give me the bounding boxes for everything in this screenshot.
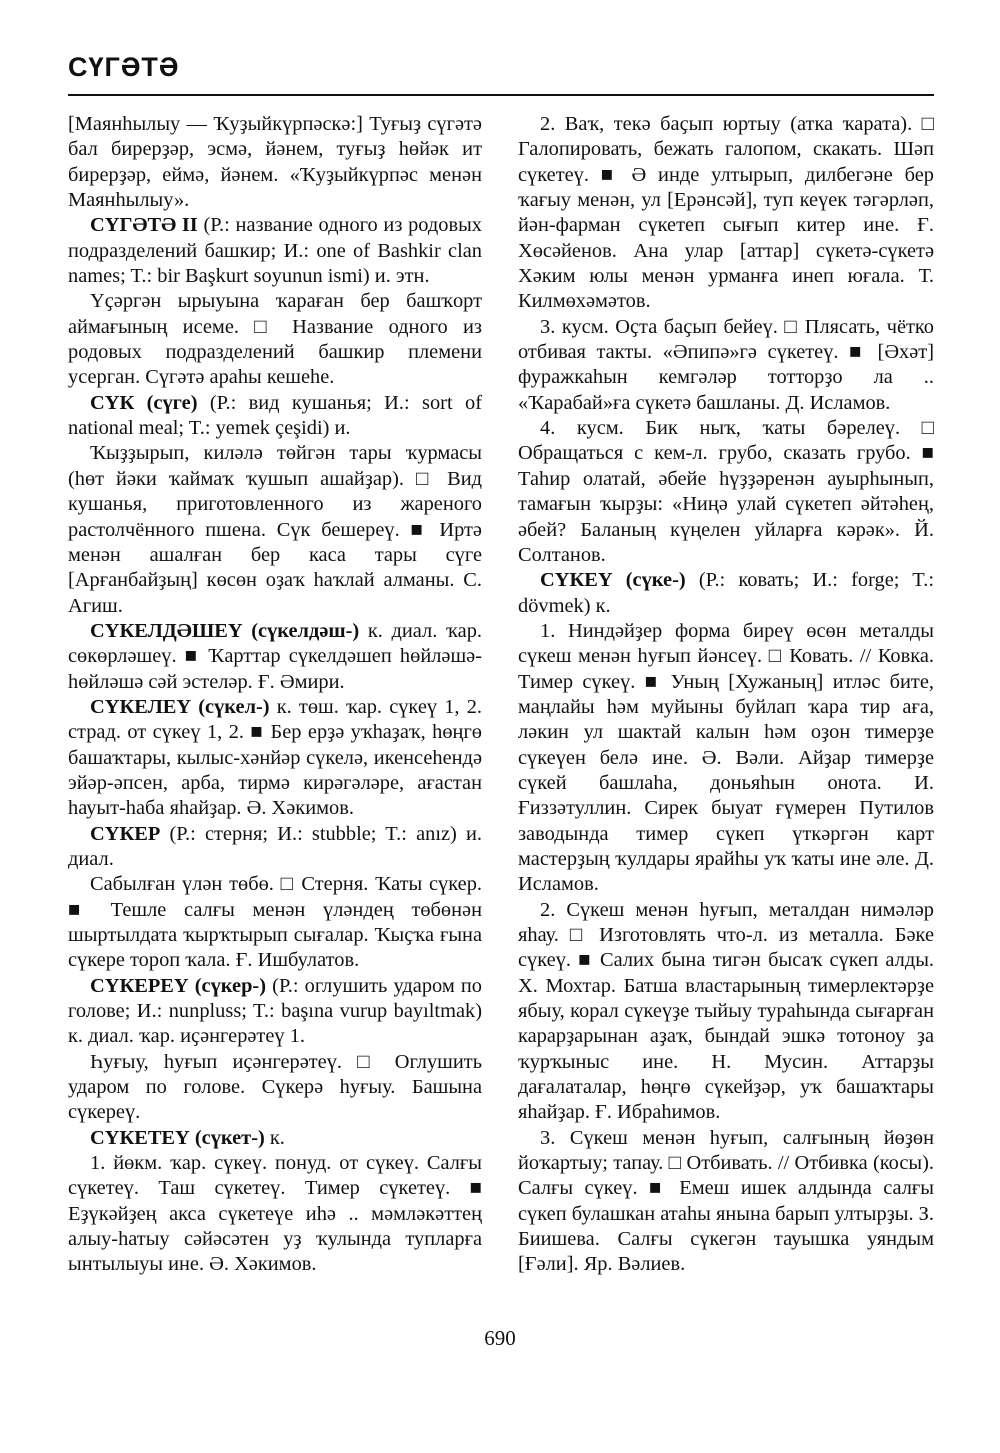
entry-paragraph xyxy=(68,1050,482,1126)
entry-paragraph xyxy=(68,1151,482,1278)
entry-paragraph xyxy=(68,213,482,289)
entry-text: Үҫәргән ырыуына ҡараған бер башҡорт аймағының исеме. □ Название одного из родовых подразделений башкир племени усерган. Сүгәтә араһы кешеһе. xyxy=(68,290,482,389)
entry-paragraph xyxy=(68,619,482,695)
entry-paragraph xyxy=(68,872,482,973)
entry-paragraph xyxy=(518,568,934,619)
entry-text: к. xyxy=(264,1126,285,1149)
entry-paragraph xyxy=(68,441,482,618)
entry-text: Һуғыу, һуғып иҫәнгерәтеү. □ Оглушить ударом по голове. Сүкерә һуғыу. Башына сүкереү. xyxy=(68,1050,482,1124)
entry-text: [Маянһылыу — Ҡуҙыйкүрпәскә:] Туғыҙ сүгәтә бал бирерҙәр, эсмә, йәнем, туғыҙ һөйәк ит бирерҙәр, еймә, йәнем. «Ҡуҙыйкүрпәс менән Маянһылыу». xyxy=(68,113,482,212)
headword: СҮК (сүге) xyxy=(90,391,198,414)
entry-text: 1. йөкм. ҡар. сүкеү. понуд. от сүкеү. Салғы сүкетеү. Таш сүкетеү. Тимер сүкетеү. ■ Еҙүкәйҙең акса сүкетеүе иһә .. мәмләкәттең алыу-һатыу сәйәсәтен уҙ ҡулында тупларға ынтылыуы ине. Ә. Хәкимов. xyxy=(68,1152,482,1276)
headword: СҮКЕҮ (сүке-) xyxy=(540,569,686,592)
header-rule xyxy=(68,94,934,96)
entry-paragraph xyxy=(68,112,482,213)
entry-paragraph xyxy=(68,1126,482,1151)
entry-paragraph xyxy=(518,619,934,898)
entry-text: 3. Сүкеш менән һуғып, салғының йөҙөн йоҡартыу; тапау. □ Отбивать. // Отбивка (косы). Салғы сүкеү. ■ Емеш ишек алдында салғы сүкеп булашкан атаһы янына барып ултырҙы. З. Биишева. Салғы сүкегән тауышка уяндым [Ғәли]. Яр. Вәлиев. xyxy=(518,1126,934,1276)
entry-paragraph xyxy=(68,289,482,390)
entry-paragraph xyxy=(518,315,934,416)
entry-text: 2. Сүкеш менән һуғып, металдан нимәләр яһау. □ Изготовлять что-л. из металла. Бәке сүкеү. ■ Салих бына тигән бысаҡ сүкеп алды. Х. Мохтар. Батша властарының тимерлектәрҙе ябыу, корал сүкеүҙе тыйыу тураһында сығарған карарҙарынан аҙаҡ, бындай эшкә тотоноу ҙа ҡурҡыныс ине. Н. Мусин. Аттарҙы дағалаталар, һөңгө сүкейҙәр, уҡ башаҡтары яһайҙар. Ғ. Ибраһимов. xyxy=(518,898,934,1124)
entry-text: 1. Ниндәйҙер форма биреү өсөн металды сүкеш менән һуғып йәнсеү. □ Ковать. // Ковка. Тимер сүкеү. ■ Уның [Хужаның] итләс бите, маңлайы һәм муйыны буйлап ҡара тир аға, ләкин ул шактай калын һәм оҙон тимерҙе сүкеүен белә ине. Ә. Вәли. Айҙар тимерҙе сүкей башлаһа, доньяһын онота. И. Ғиззәтуллин. Сирек быуат ғүмерен Путилов заводында тимер сүкеп үткәргән карт мастерҙың ҡулдары ярайһы уҡ ҡаты ине әле. Д. Исламов. xyxy=(518,619,934,896)
entry-text: (Р.: название одного из родовых подразделений башкир; И.: one of Bashkir clan names; T.: bir Başkurt soyunun ismi) и. этн. xyxy=(68,214,482,288)
headword: СҮКЕР xyxy=(90,822,161,845)
entry-text: (Р.: ковать; И.: forge; T.: dövmek) к. xyxy=(518,569,934,617)
headword: СҮКЕТЕҮ (сүкет-) xyxy=(90,1126,265,1149)
entry-paragraph xyxy=(518,1126,934,1278)
running-head: СҮГӘТӘ xyxy=(68,52,180,82)
page-number: 690 xyxy=(484,1326,516,1350)
entry-text: (Р.: стерня; И.: stubble; T.: anız) и. диал. xyxy=(68,822,482,870)
entry-paragraph xyxy=(518,416,934,568)
entry-text: (Р.: оглушить ударом по голове; И.: nunpluss; T.: başına vurup bayıltmak) к. диал. ҡар. иҫәнгерәтеү 1. xyxy=(68,974,482,1048)
entry-text: Ҡыҙҙырып, киләлә төйгән тары ҡурмасы (һөт йәки ҡаймаҡ ҡушып ашайҙар). □ Вид кушанья, приготовленного из жареного растолчённого пшена. Сүк бешереү. ■ Иртә менән ашалған бер каса тары сүге [Арғанбайҙың] көсөн оҙаҡ һаҡлай алманы. С. Агиш. xyxy=(68,442,482,617)
entry-text: (Р.: вид кушанья; И.: sort of national meal; T.: yemek çeşidi) и. xyxy=(68,391,482,440)
entry-text: к. төш. ҡар. сүкеү 1, 2. страд. от сүкеү 1, 2. ■ Бер ерҙә уҡһаҙаҡ, һөңгө башаҡтары, кылыс-хәнйәр сүкелә, икенсеһендә эйәр-әпсен, арба, тирмә кирәгәләре, ағастан һауыт-һаба яһайҙар. Ә. Хәкимов. xyxy=(68,695,482,820)
headword: СҮГӘТӘ II xyxy=(90,214,198,237)
entry-paragraph xyxy=(68,391,482,442)
entry-paragraph xyxy=(68,822,482,873)
entry-text: к. диал. ҡар. сөкөрләшеү. ■ Ҡарттар сүкелдәшеп һөйләшә-һөйләшә сәй эстеләр. Ғ. Әмири. xyxy=(68,619,482,693)
entry-text: 3. кусм. Оҫта баҫып бейеү. □ Плясать, чётко отбивая такты. «Әпипә»гә сүкетеү. ■ [Әхәт] фуражкаһын кемгәләр тотторҙо ла .. «Ҡарабай»ға сүкетә башланы. Д. Исламов. xyxy=(518,315,934,414)
entry-text: Сабылған үлән төбө. □ Стерня. Ҡаты сүкер. ■ Тешле салғы менән үләндең төбөнән шыртылдата ҡырҡтырып сығалар. Ҡыҫҡа ғына сүкере тороп ҡала. Ғ. Ишбулатов. xyxy=(68,873,482,972)
entry-text: 4. кусм. Бик ныҡ, ҡаты бәрелеү. □ Обращаться с кем-л. грубо, сказать грубо. ■ Таһир олатай, әбейе һүҙҙәренән ауырһынып, тамағын ҡырҙы: «Ниңә улай сүкетеп әйтәһең, әбей? Баланың күңелен уйларға кәрәк». Й. Солтанов. xyxy=(518,417,934,566)
entry-paragraph xyxy=(518,112,934,315)
entry-text: 2. Ваҡ, текә баҫып юртыу (атка ҡарата). □ Галопировать, бежать галопом, скакать. Шәп сүкетеү. ■ Ә инде ултырып, дилбегәне бер ҡағыу менән, ул [Ерәнсәй], туп кеүек тәгәрләп, йән-фарман сүкетеп сығып китер ине. Ғ. Хөсәйенов. Ана улар [аттар] сүкетә-сүкетә Хәким юлы менән урманға инеп юғала. Т. Килмөхәмәтов. xyxy=(518,113,934,313)
left-column xyxy=(68,112,482,1278)
entry-paragraph xyxy=(68,695,482,822)
headword: СҮКЕЛДӘШЕҮ (сүкелдәш-) xyxy=(90,619,360,642)
entry-paragraph xyxy=(518,898,934,1126)
right-column xyxy=(518,112,934,1278)
headword: СҮКЕРЕҮ (сүкер-) xyxy=(90,974,267,997)
entry-paragraph xyxy=(68,974,482,1050)
headword: СҮКЕЛЕҮ (сүкел-) xyxy=(90,695,270,718)
